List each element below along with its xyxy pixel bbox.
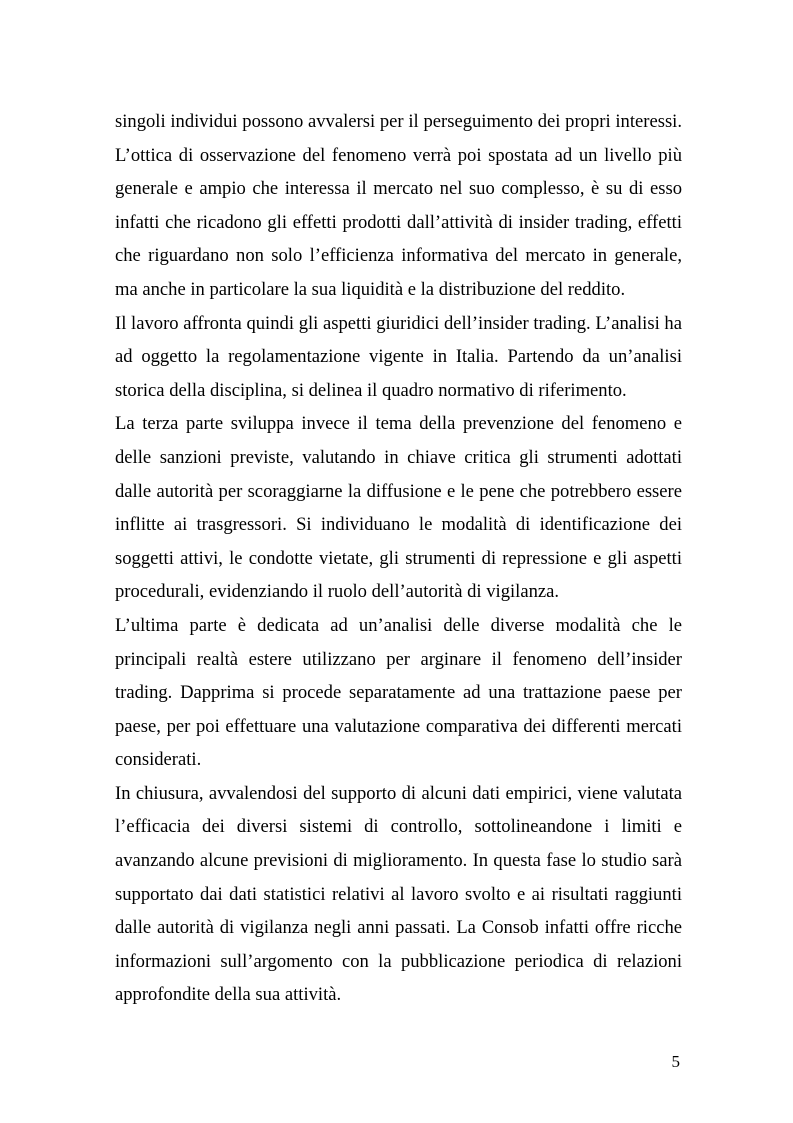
body-text bbox=[115, 105, 682, 1012]
page-number: 5 bbox=[671, 1052, 680, 1071]
paragraph-5: In chiusura, avvalendosi del supporto di alcuni dati empirici, viene valutata l’efficacia dei diversi sistemi di controllo, sottolineandone i limiti e avanzando alcune previsioni di miglioramento. In questa fase lo studio sarà supportato dai dati statistici relativi al lavoro svolto e ai risultati raggiunti dalle autorità di vigilanza negli anni passati. La Consob infatti offre ricche informazioni sull’argomento con la pubblicazione periodica di relazioni approfondite della sua attività. bbox=[115, 782, 682, 1006]
paragraph-3: La terza parte sviluppa invece il tema della prevenzione del fenomeno e delle sanzioni previste, valutando in chiave critica gli strumenti adottati dalle autorità per scoraggiarne la diffusione e le pene che potrebbero essere inflitte ai trasgressori. Si individuano le modalità di identificazione dei soggetti attivi, le condotte vietate, gli strumenti di repressione e gli aspetti procedurali, evidenziando il ruolo dell’autorità di vigilanza. bbox=[115, 413, 682, 603]
paragraph-4: L’ultima parte è dedicata ad un’analisi delle diverse modalità che le principali realtà estere utilizzano per arginare il fenomeno dell’insider trading. Dapprima si procede separatamente ad una trattazione paese per paese, per poi effettuare una valutazione comparativa dei differenti mercati considerati. bbox=[115, 614, 682, 771]
paragraph-1: singoli individui possono avvalersi per il perseguimento dei propri interessi. L’ottica di osservazione del fenomeno verrà poi spostata ad un livello più generale e ampio che interessa il mercato nel suo complesso, è su di esso infatti che ricadono gli effetti prodotti dall’attività di insider trading, effetti che riguardano non solo l’efficienza informativa del mercato in generale, ma anche in particolare la sua liquidità e la distribuzione del reddito. bbox=[115, 111, 682, 300]
paragraph-2: Il lavoro affronta quindi gli aspetti giuridici dell’insider trading. L’analisi ha ad oggetto la regolamentazione vigente in Italia. Partendo da un’analisi storica della disciplina, si delinea il quadro normativo di riferimento. bbox=[115, 312, 682, 401]
